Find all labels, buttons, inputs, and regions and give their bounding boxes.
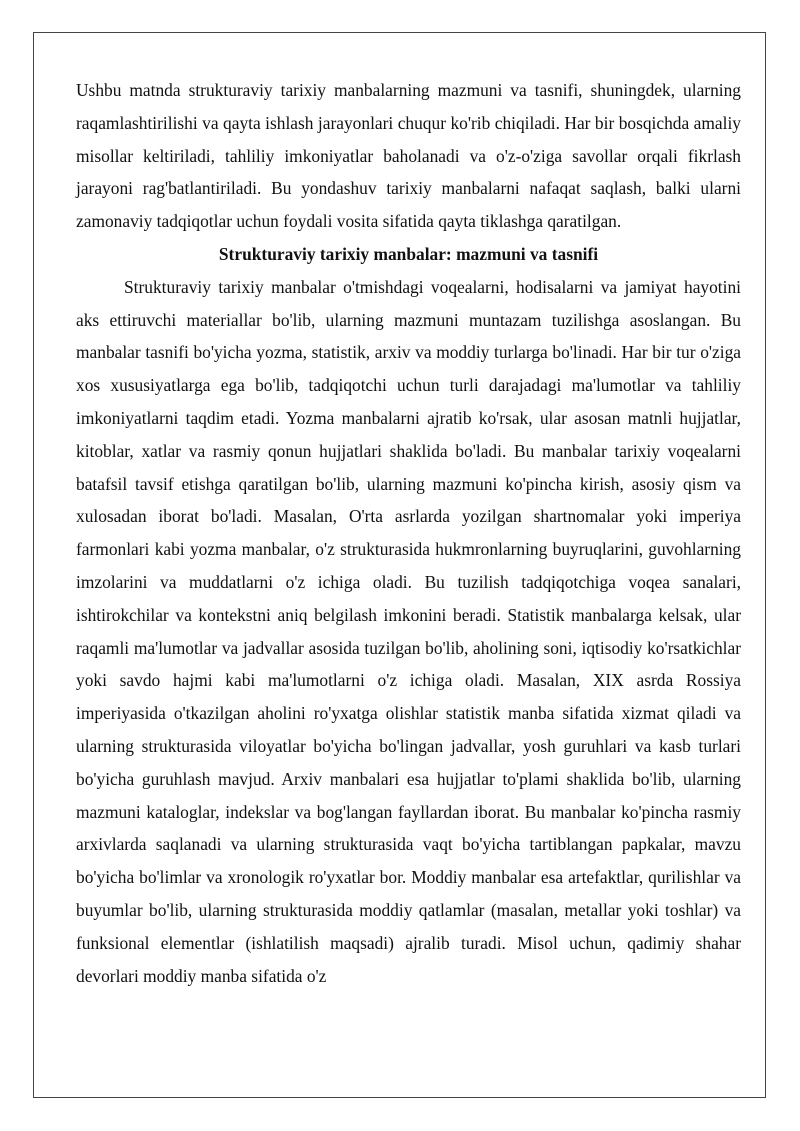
section-heading: Strukturaviy tarixiy manbalar: mazmuni va tasnifi — [218, 243, 599, 264]
intro-paragraph: Ushbu matnda strukturaviy tarixiy manbalarning mazmuni va tasnifi, shuningdek, ularning raqamlashtirilishi va qayta ishlash jarayonlari chuqur ko'rib chiqiladi. Har bir bosqichda amaliy misollar keltiriladi, tahliliy imkoniyatlar baholanadi va o'z-o'ziga savollar orqali fikrlash jarayoni rag'batlantiriladi. Bu yondashuv tarixiy manbalarni nafaqat saqlash, balki ularni zamonaviy tadqiqotlar uchun foydali vosita sifatida qayta tiklashga qaratilgan. — [76, 80, 741, 232]
body-paragraph: Strukturaviy tarixiy manbalar o'tmishdagi voqealarni, hodisalarni va jamiyat hayotini aks ettiruvchi materiallar bo'lib, ularning mazmuni muntazam tuzilishga asoslangan. Bu manbalar tasnifi bo'yicha yozma, statistik, arxiv va moddiy turlarga bo'linadi. Har bir tur o'ziga xos xususiyatlarga ega bo'lib, tadqiqotchi uchun turli darajadagi ma'lumotlar va tahliliy imkoniyatlarni taqdim etadi. Yozma manbalarni ajratib ko'rsak, ular asosan matnli hujjatlar, kitoblar, xatlar va rasmiy qonun hujjatlari shaklida bo'ladi. Bu manbalar tarixiy voqealarni batafsil tavsif etishga qaratilgan bo'lib, ularning mazmuni ko'pincha kirish, asosiy qism va xulosadan iborat bo'ladi. Masalan, O'rta asrlarda yozilgan shartnomalar yoki imperiya farmonlari kabi yozma manbalar, o'z strukturasida hukmronlarning buyruqlarini, guvohlarning imzolarini va muddatlarni o'z ichiga oladi. Bu tuzilish tadqiqotchiga voqea sanalari, ishtirokchilar va kontekstni aniq belgilash imkonini beradi. Statistik manbalarga kelsak, ular raqamli ma'lumotlar va jadvallar asosida tuzilgan bo'lib, aholining soni, iqtisodiy ko'rsatkichlar yoki savdo hajmi kabi ma'lumotlarni o'z ichiga oladi. Masalan, XIX asrda Rossiya imperiyasida o'tkazilgan aholini ro'yxatga olishlar statistik manba sifatida xizmat qiladi va ularning strukturasida viloyatlar bo'yicha bo'lingan jadvallar, yosh guruhlari va kasb turlari bo'yicha guruhlash mavjud. Arxiv manbalari esa hujjatlar to'plami shaklida bo'lib, ularning mazmuni kataloglar, indekslar va bog'langan fayllardan iborat. Bu manbalar ko'pincha rasmiy arxivlarda saqlanadi va ularning strukturasida vaqt bo'yicha tartiblangan papkalar, mavzu bo'yicha bo'limlar va xronologik ro'yxatlar bor. Moddiy manbalar esa artefaktlar, qurilishlar va buyumlar bo'lib, ularning strukturasida moddiy qatlamlar (masalan, metallar yoki toshlar) va funksional elementlar (ishlatilish maqsadi) ajralib turadi. Misol uchun, qadimiy shahar devorlari moddiy manba sifatida o'z — [76, 276, 741, 986]
document-body — [76, 74, 741, 992]
